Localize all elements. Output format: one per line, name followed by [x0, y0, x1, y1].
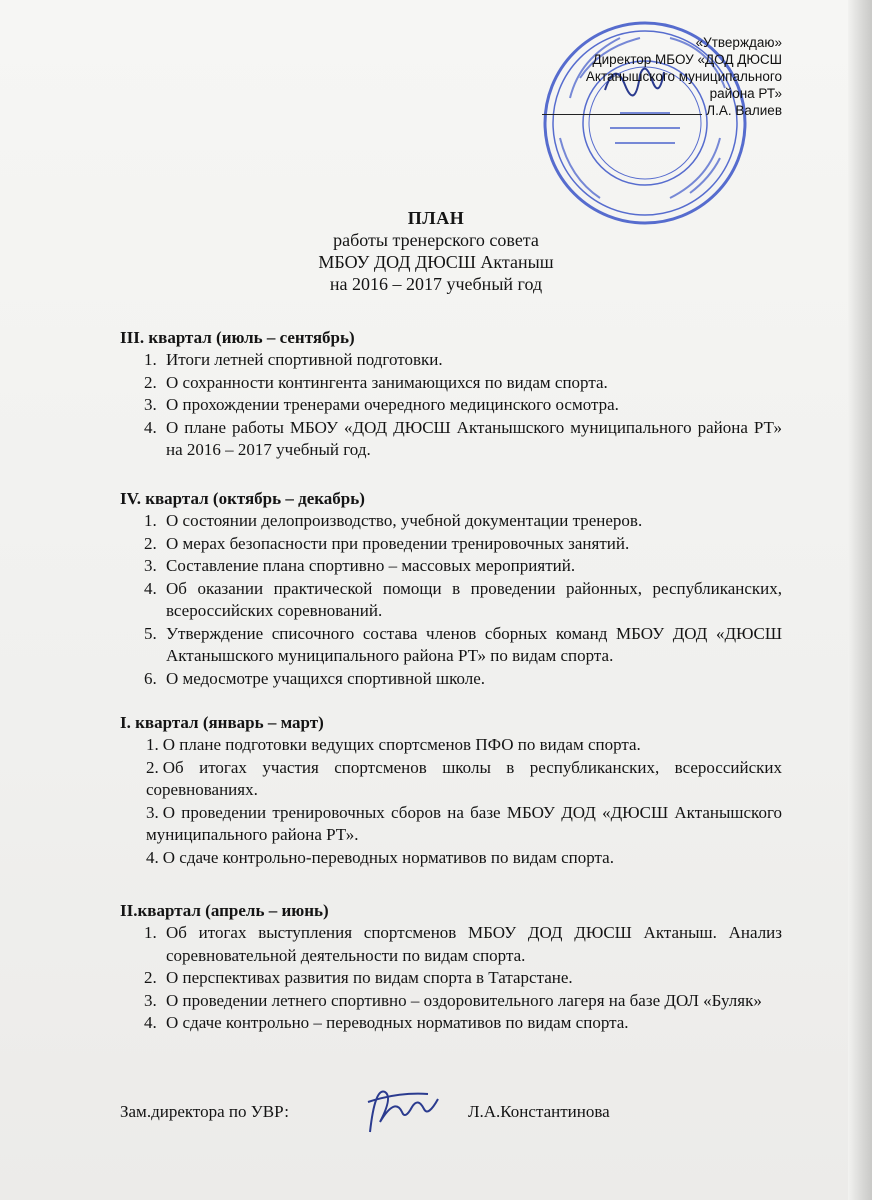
deputy-signature-icon	[360, 1082, 460, 1142]
list-item	[120, 372, 782, 395]
item-number: 2.	[144, 533, 157, 553]
list-item	[120, 847, 782, 870]
item-text: О плане подготовки ведущих спортсменов ПФО по видам спорта.	[162, 735, 641, 754]
title-line-3: МБОУ ДОД ДЮСШ Актаныш	[318, 252, 554, 272]
section-list	[120, 734, 782, 869]
item-number: 5.	[144, 623, 157, 643]
item-number: 1.	[144, 923, 157, 942]
item-text: О медосмотре учащихся спортивной школе.	[166, 668, 486, 688]
item-number: 4.	[144, 578, 157, 598]
item-text: О состоянии делопроизводство, учебной документации тренеров.	[166, 511, 643, 530]
item-number: 6.	[144, 668, 157, 688]
item-number: 3.	[144, 556, 157, 575]
section-heading: III. квартал (июль – сентябрь)	[120, 328, 355, 347]
item-text: О проведении летнего спортивно – оздоровительного лагеря на базе ДОЛ «Буляк»	[166, 990, 762, 1010]
item-number: 1.	[146, 735, 159, 754]
item-number: 3.	[144, 990, 157, 1010]
item-number: 2.	[146, 757, 159, 777]
list-item	[120, 1012, 782, 1035]
title-main: ПЛАН	[407, 208, 465, 228]
item-text: Составление плана спортивно – массовых мероприятий.	[166, 556, 576, 575]
signatory-name: Л.А.Константинова	[468, 1102, 610, 1121]
item-number: 3.	[144, 395, 157, 414]
section-list	[120, 349, 782, 462]
list-item	[120, 417, 782, 462]
item-text: О мерах безопасности при проведении тренировочных занятий.	[166, 533, 630, 553]
approval-director-name: Л.А. Валиев	[706, 103, 782, 118]
title-line-2: работы тренерского совета	[333, 230, 539, 250]
list-item	[146, 757, 782, 802]
section-q2	[120, 900, 782, 1035]
item-number: 3.	[146, 802, 159, 822]
item-number: 4.	[144, 1013, 157, 1032]
signature-underline	[542, 114, 702, 115]
item-text: О плане работы МБОУ «ДОД ДЮСШ Актанышского муниципального района РТ» на 2016 – 2017 учебный год.	[166, 417, 782, 459]
item-number: 2.	[144, 968, 157, 987]
list-item	[120, 555, 782, 578]
list-item	[120, 922, 782, 967]
list-item	[120, 990, 782, 1013]
item-number: 1.	[144, 511, 157, 530]
item-text: Об оказании практической помощи в проведении районных, республиканских, всероссийских соревнований.	[166, 578, 782, 620]
approval-block	[482, 34, 782, 119]
document-title	[0, 207, 872, 295]
signatory-position: Зам.директора по УВР:	[120, 1102, 289, 1121]
section-list	[120, 510, 782, 690]
section-heading: II.квартал (апрель – июнь)	[120, 901, 329, 920]
section-heading: I. квартал (январь – март)	[120, 713, 324, 732]
list-item	[120, 394, 782, 417]
item-text: О сохранности контингента занимающихся по видам спорта.	[166, 372, 608, 392]
approval-line-1: «Утверждаю»	[695, 35, 782, 50]
list-item	[120, 349, 782, 372]
scan-edge-shadow	[848, 0, 872, 1200]
section-list	[120, 922, 782, 1035]
section-q3	[120, 327, 782, 462]
item-text: Итоги летней спортивной подготовки.	[166, 350, 443, 369]
item-text: Об итогах выступления спортсменов МБОУ ДОД ДЮСШ Актаныш. Анализ соревновательной деятельности по видам спорта.	[166, 923, 782, 965]
item-text: О проведении тренировочных сборов на базе МБОУ ДОД «ДЮСШ Актанышского муниципального района РТ».	[146, 802, 782, 844]
item-text: Об итогах участия спортсменов школы в республиканских, всероссийских соревнованиях.	[146, 757, 782, 799]
list-item	[120, 578, 782, 623]
approval-line-4: района РТ»	[709, 86, 782, 101]
section-q1	[120, 712, 782, 869]
list-item	[120, 967, 782, 990]
section-q4	[120, 488, 782, 690]
list-item	[120, 533, 782, 556]
list-item	[120, 734, 782, 757]
section-heading: IV. квартал (октябрь – декабрь)	[120, 489, 365, 508]
item-number: 4.	[144, 417, 157, 437]
approval-line-3: Актанышского муниципального	[585, 69, 782, 84]
item-text: О прохождении тренерами очередного медицинского осмотра.	[166, 395, 619, 414]
item-number: 1.	[144, 350, 157, 369]
approval-line-2: Директор МБОУ «ДОД ДЮСШ	[592, 52, 782, 67]
list-item	[120, 623, 782, 668]
item-text: Утверждение списочного состава членов сборных команд МБОУ ДОД «ДЮСШ Актанышского муниципального района РТ» по видам спорта.	[166, 623, 782, 665]
item-number: 2.	[144, 372, 157, 392]
list-item	[120, 510, 782, 533]
item-text: О перспективах развития по видам спорта в Татарстане.	[166, 968, 573, 987]
item-number: 4.	[146, 847, 159, 867]
list-item	[146, 802, 782, 847]
approval-signature-line	[482, 102, 782, 119]
list-item	[120, 668, 782, 691]
title-line-4: на 2016 – 2017 учебный год	[329, 274, 543, 294]
item-text: О сдаче контрольно-переводных нормативов по видам спорта.	[162, 847, 614, 867]
item-text: О сдаче контрольно – переводных нормативов по видам спорта.	[166, 1013, 629, 1032]
